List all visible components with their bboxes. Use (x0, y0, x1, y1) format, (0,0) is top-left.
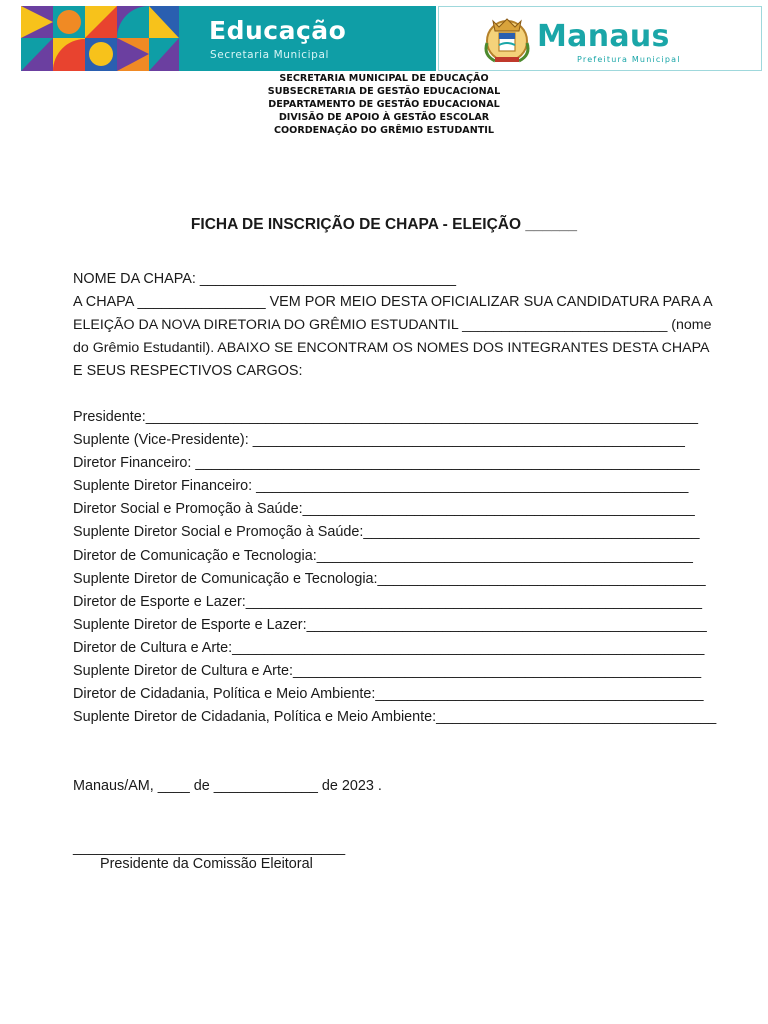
position-line: Diretor de Comunicação e Tecnologia:_______________________________________________ (73, 548, 693, 564)
position-line: Diretor de Cidadania, Política e Meio Ambiente:_________________________________________ (73, 686, 704, 702)
header-line: SUBSECRETARIA DE GESTÃO EDUCACIONAL (267, 86, 501, 97)
header-line: COORDENAÇÃO DO GRÊMIO ESTUDANTIL (273, 125, 494, 136)
intro-line: ELEIÇÃO DA NOVA DIRETORIA DO GRÊMIO ESTUDANTIL __________________________ (nome (73, 317, 712, 333)
intro-line: do Grêmio Estudantil). ABAIXO SE ENCONTRAM OS NOMES DOS INTEGRANTES DESTA CHAPA (73, 340, 710, 356)
position-line: Suplente Diretor de Cultura e Arte:___________________________________________________ (73, 663, 702, 679)
position-line: Diretor Financeiro: _______________________________________________________________ (73, 455, 700, 471)
education-subtitle: Secretaria Municipal (210, 49, 329, 61)
date-line: Manaus/AM, ____ de _____________ de 2023 . (73, 778, 382, 794)
position-line: Suplente Diretor Financeiro: ______________________________________________________ (73, 478, 689, 494)
header-line: SECRETARIA MUNICIPAL DE EDUCAÇÃO (279, 73, 489, 84)
position-line: Presidente:_____________________________________________________________________ (73, 409, 699, 425)
intro-line: NOME DA CHAPA: ________________________________ (73, 271, 456, 287)
education-title: Educação (209, 16, 347, 45)
form-title: FICHA DE INSCRIÇÃO DE CHAPA - ELEIÇÃO ______ (190, 216, 578, 233)
manaus-subtitle: Prefeitura Municipal (577, 55, 681, 64)
header-line: DIVISÃO DE APOIO À GESTÃO ESCOLAR (278, 112, 490, 123)
header-banner (21, 6, 762, 71)
header-line: DEPARTAMENTO DE GESTÃO EDUCACIONAL (268, 99, 500, 110)
position-line: Diretor de Esporte e Lazer:_________________________________________________________ (73, 594, 702, 610)
signature-label: Presidente da Comissão Eleitoral (100, 856, 313, 872)
position-line: Suplente Diretor de Comunicação e Tecnologia:_________________________________________ (73, 571, 706, 587)
position-line: Diretor de Cultura e Arte:___________________________________________________________ (73, 640, 705, 656)
position-line: Suplente Diretor de Cidadania, Política e Meio Ambiente:___________________________________ (73, 709, 717, 725)
position-line: Suplente Diretor de Esporte e Lazer:__________________________________________________ (73, 617, 707, 633)
signature-line: __________________________________ (73, 840, 346, 856)
manaus-banner (438, 6, 762, 71)
intro-line: A CHAPA ________________ VEM POR MEIO DESTA OFICIALIZAR SUA CANDIDATURA PARA A (73, 294, 713, 310)
position-line: Suplente (Vice-Presidente): ______________________________________________________ (73, 432, 685, 448)
position-line: Diretor Social e Promoção à Saúde:_________________________________________________ (73, 501, 695, 517)
intro-line: E SEUS RESPECTIVOS CARGOS: (73, 363, 303, 379)
manaus-title: Manaus (537, 19, 670, 54)
decorative-tiles-icon (21, 6, 179, 71)
education-banner (21, 6, 436, 71)
position-line: Suplente Diretor Social e Promoção à Saúde:__________________________________________ (73, 524, 700, 540)
city-seal-icon (479, 11, 535, 67)
